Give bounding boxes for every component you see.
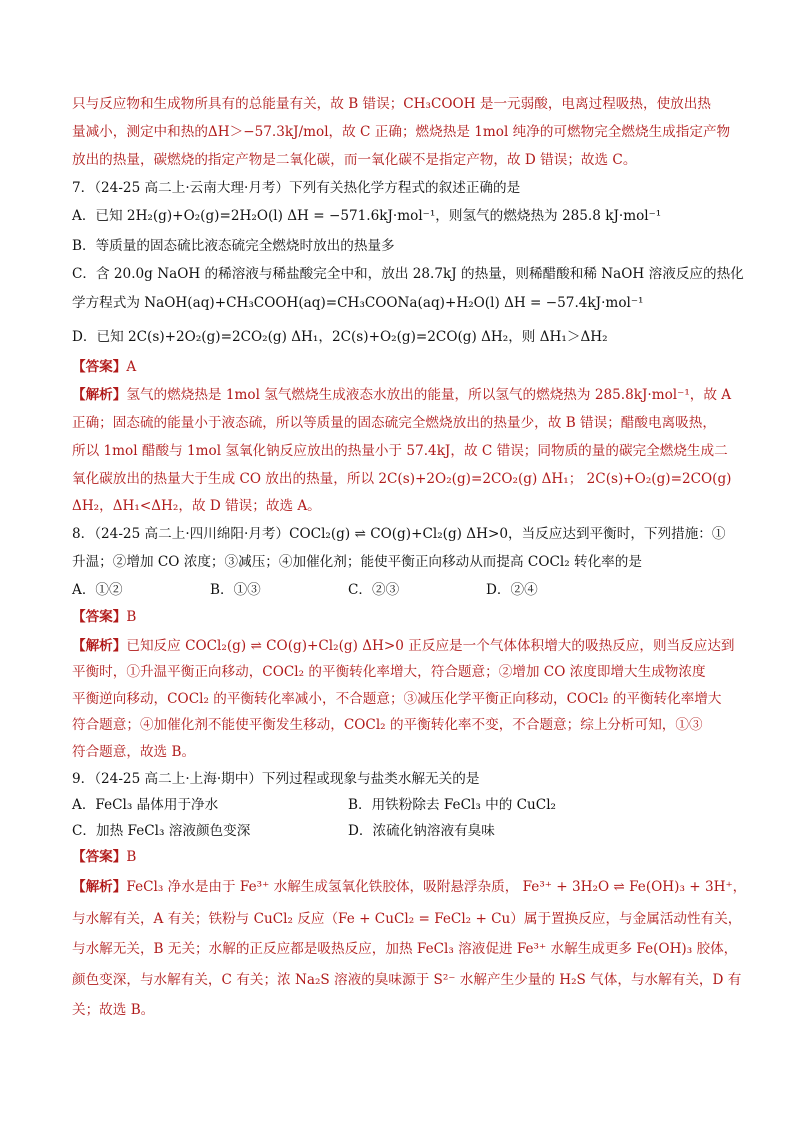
q7-answer bbox=[72, 356, 136, 378]
q7-analysis-line-5: ΔH₂，ΔH₁<ΔH₂，故 D 错误；故选 A。 bbox=[72, 498, 321, 514]
q8-answer bbox=[72, 606, 136, 628]
analysis-text: 氢气的燃烧热是 1mol 氢气燃烧生成液态水放出的能量，所以氢气的燃烧热为 285.8kJ·mol⁻¹，故 A bbox=[126, 387, 732, 403]
analysis-text: FeCl₃ 净水是由于 Fe³⁺ 水解生成氢氧化铁胶体，吸附悬浮杂质， Fe³⁺ + 3H₂O ⇌ Fe(OH)₃ + 3H⁺， bbox=[126, 879, 747, 895]
q8-analysis-line-2: 平衡时，①升温平衡正向移动，COCl₂ 的平衡转化率增大，符合题意；②增加 CO 浓度即增大生成物浓度 bbox=[72, 664, 706, 680]
q7-analysis-line-1 bbox=[72, 384, 731, 406]
q9-analysis-line-5: 关；故选 B。 bbox=[72, 1002, 155, 1018]
q7-option-d: D．已知 2C(s)+2O₂(g)=2CO₂(g) ΔH₁，2C(s)+O₂(g)=2CO(g) ΔH₂，则 ΔH₁＞ΔH₂ bbox=[72, 329, 608, 345]
analysis-text: 已知反应 COCl₂(g) ⇌ CO(g)+Cl₂(g) ΔH>0 正反应是一个气体体积增大的吸热反应，则当反应达到 bbox=[126, 638, 735, 654]
analysis-tag: 【解析】 bbox=[72, 387, 127, 403]
answer-tag: 【答案】 bbox=[72, 359, 127, 375]
q9-analysis-line-4: 颜色变深，与水解有关，C 有关；浓 Na₂S 溶液的臭味源于 S²⁻ 水解产生少量的 H₂S 气体，与水解有关，D 有 bbox=[72, 972, 742, 988]
q8-analysis-line-4: 符合题意；④加催化剂不能使平衡发生移动，COCl₂ 的平衡转化率不变，不合题意；综上分析可知，①③ bbox=[72, 717, 703, 733]
q7-analysis-line-4: 氧化碳放出的热量大于生成 CO 放出的热量，所以 2C(s)+2O₂(g)=2CO₂(g) ΔH₁； 2C(s)+O₂(g)=2CO(g) bbox=[72, 471, 732, 487]
analysis-tag: 【解析】 bbox=[72, 638, 127, 654]
q8-option-a: A．①② bbox=[72, 582, 123, 598]
q9-answer bbox=[72, 846, 136, 868]
q8-option-c: C．②③ bbox=[348, 582, 400, 598]
q7-analysis-line-3: 所以 1mol 醋酸与 1mol 氢氧化钠反应放出的热量小于 57.4kJ，故 C 错误；同物质的量的碳完全燃烧生成二 bbox=[72, 443, 728, 459]
q9-option-d: D．浓硫化钠溶液有臭味 bbox=[348, 823, 495, 839]
q7-option-a: A．已知 2H₂(g)+O₂(g)=2H₂O(l) ΔH = −571.6kJ·mol⁻¹，则氢气的燃烧热为 285.8 kJ·mol⁻¹ bbox=[72, 208, 662, 224]
q8-analysis-line-1 bbox=[72, 635, 735, 657]
q8-stem-line-2: 升温；②增加 CO 浓度；③减压；④加催化剂；能使平衡正向移动从而提高 COCl₂ 转化率的是 bbox=[72, 554, 642, 570]
intro-line-2: 量减小，测定中和热的ΔH＞−57.3kJ/mol，故 C 正确；燃烧热是 1mol 纯净的可燃物完全燃烧生成指定产物 bbox=[72, 124, 731, 140]
answer-value: A bbox=[126, 359, 137, 375]
q9-option-a: A．FeCl₃ 晶体用于净水 bbox=[72, 797, 219, 813]
q8-option-d: D．②④ bbox=[486, 582, 538, 598]
answer-value: B bbox=[126, 609, 137, 625]
q8-stem-line-1: 8．（24-25 高二上·四川绵阳·月考）COCl₂(g) ⇌ CO(g)+Cl₂(g) ΔH>0，当反应达到平衡时，下列措施：① bbox=[72, 526, 726, 542]
answer-value: B bbox=[126, 849, 137, 865]
q9-stem: 9．（24-25 高二上·上海·期中）下列过程或现象与盐类水解无关的是 bbox=[72, 771, 480, 787]
analysis-tag: 【解析】 bbox=[72, 879, 127, 895]
answer-tag: 【答案】 bbox=[72, 849, 127, 865]
q9-analysis-line-3: 与水解无关，B 无关；水解的正反应都是吸热反应，加热 FeCl₃ 溶液促进 Fe³⁺ 水解生成更多 Fe(OH)₃ 胶体， bbox=[72, 941, 738, 957]
q7-stem: 7．（24-25 高二上·云南大理·月考）下列有关热化学方程式的叙述正确的是 bbox=[72, 180, 521, 196]
answer-tag: 【答案】 bbox=[72, 609, 127, 625]
q9-option-c: C．加热 FeCl₃ 溶液颜色变深 bbox=[72, 823, 251, 839]
q8-analysis-line-3: 平衡逆向移动，COCl₂ 的平衡转化率减小，不合题意；③减压化学平衡正向移动，COCl₂ 的平衡转化率增大 bbox=[72, 691, 722, 707]
q9-analysis-line-1 bbox=[72, 876, 746, 898]
intro-line-3: 放出的热量，碳燃烧的指定产物是二氧化碳，而一氧化碳不是指定产物，故 D 错误；故选 C。 bbox=[72, 152, 637, 168]
q7-option-c-line-2: 学方程式为 NaOH(aq)+CH₃COOH(aq)=CH₃COONa(aq)+H₂O(l) ΔH = −57.4kJ·mol⁻¹ bbox=[72, 295, 644, 311]
q7-option-c-line-1: C．含 20.0g NaOH 的稀溶液与稀盐酸完全中和，放出 28.7kJ 的热量，则稀醋酸和稀 NaOH 溶液反应的热化 bbox=[72, 266, 744, 282]
q9-option-b: B．用铁粉除去 FeCl₃ 中的 CuCl₂ bbox=[348, 797, 556, 813]
q7-analysis-line-2: 正确；固态硫的能量小于液态硫，所以等质量的固态硫完全燃烧放出的热量少，故 B 错误；醋酸电离吸热， bbox=[72, 415, 716, 431]
intro-line-1: 只与反应物和生成物所具有的总能量有关，故 B 错误；CH₃COOH 是一元弱酸，电离过程吸热，使放出热 bbox=[72, 96, 711, 112]
q7-option-b: B．等质量的固态硫比液态硫完全燃烧时放出的热量多 bbox=[72, 238, 395, 254]
q8-option-b: B．①③ bbox=[210, 582, 261, 598]
q8-analysis-line-5: 符合题意，故选 B。 bbox=[72, 744, 196, 760]
q9-analysis-line-2: 与水解有关，A 有关；铁粉与 CuCl₂ 反应（Fe + CuCl₂ = FeCl₂ + Cu）属于置换反应，与金属活动性有关， bbox=[72, 911, 742, 927]
